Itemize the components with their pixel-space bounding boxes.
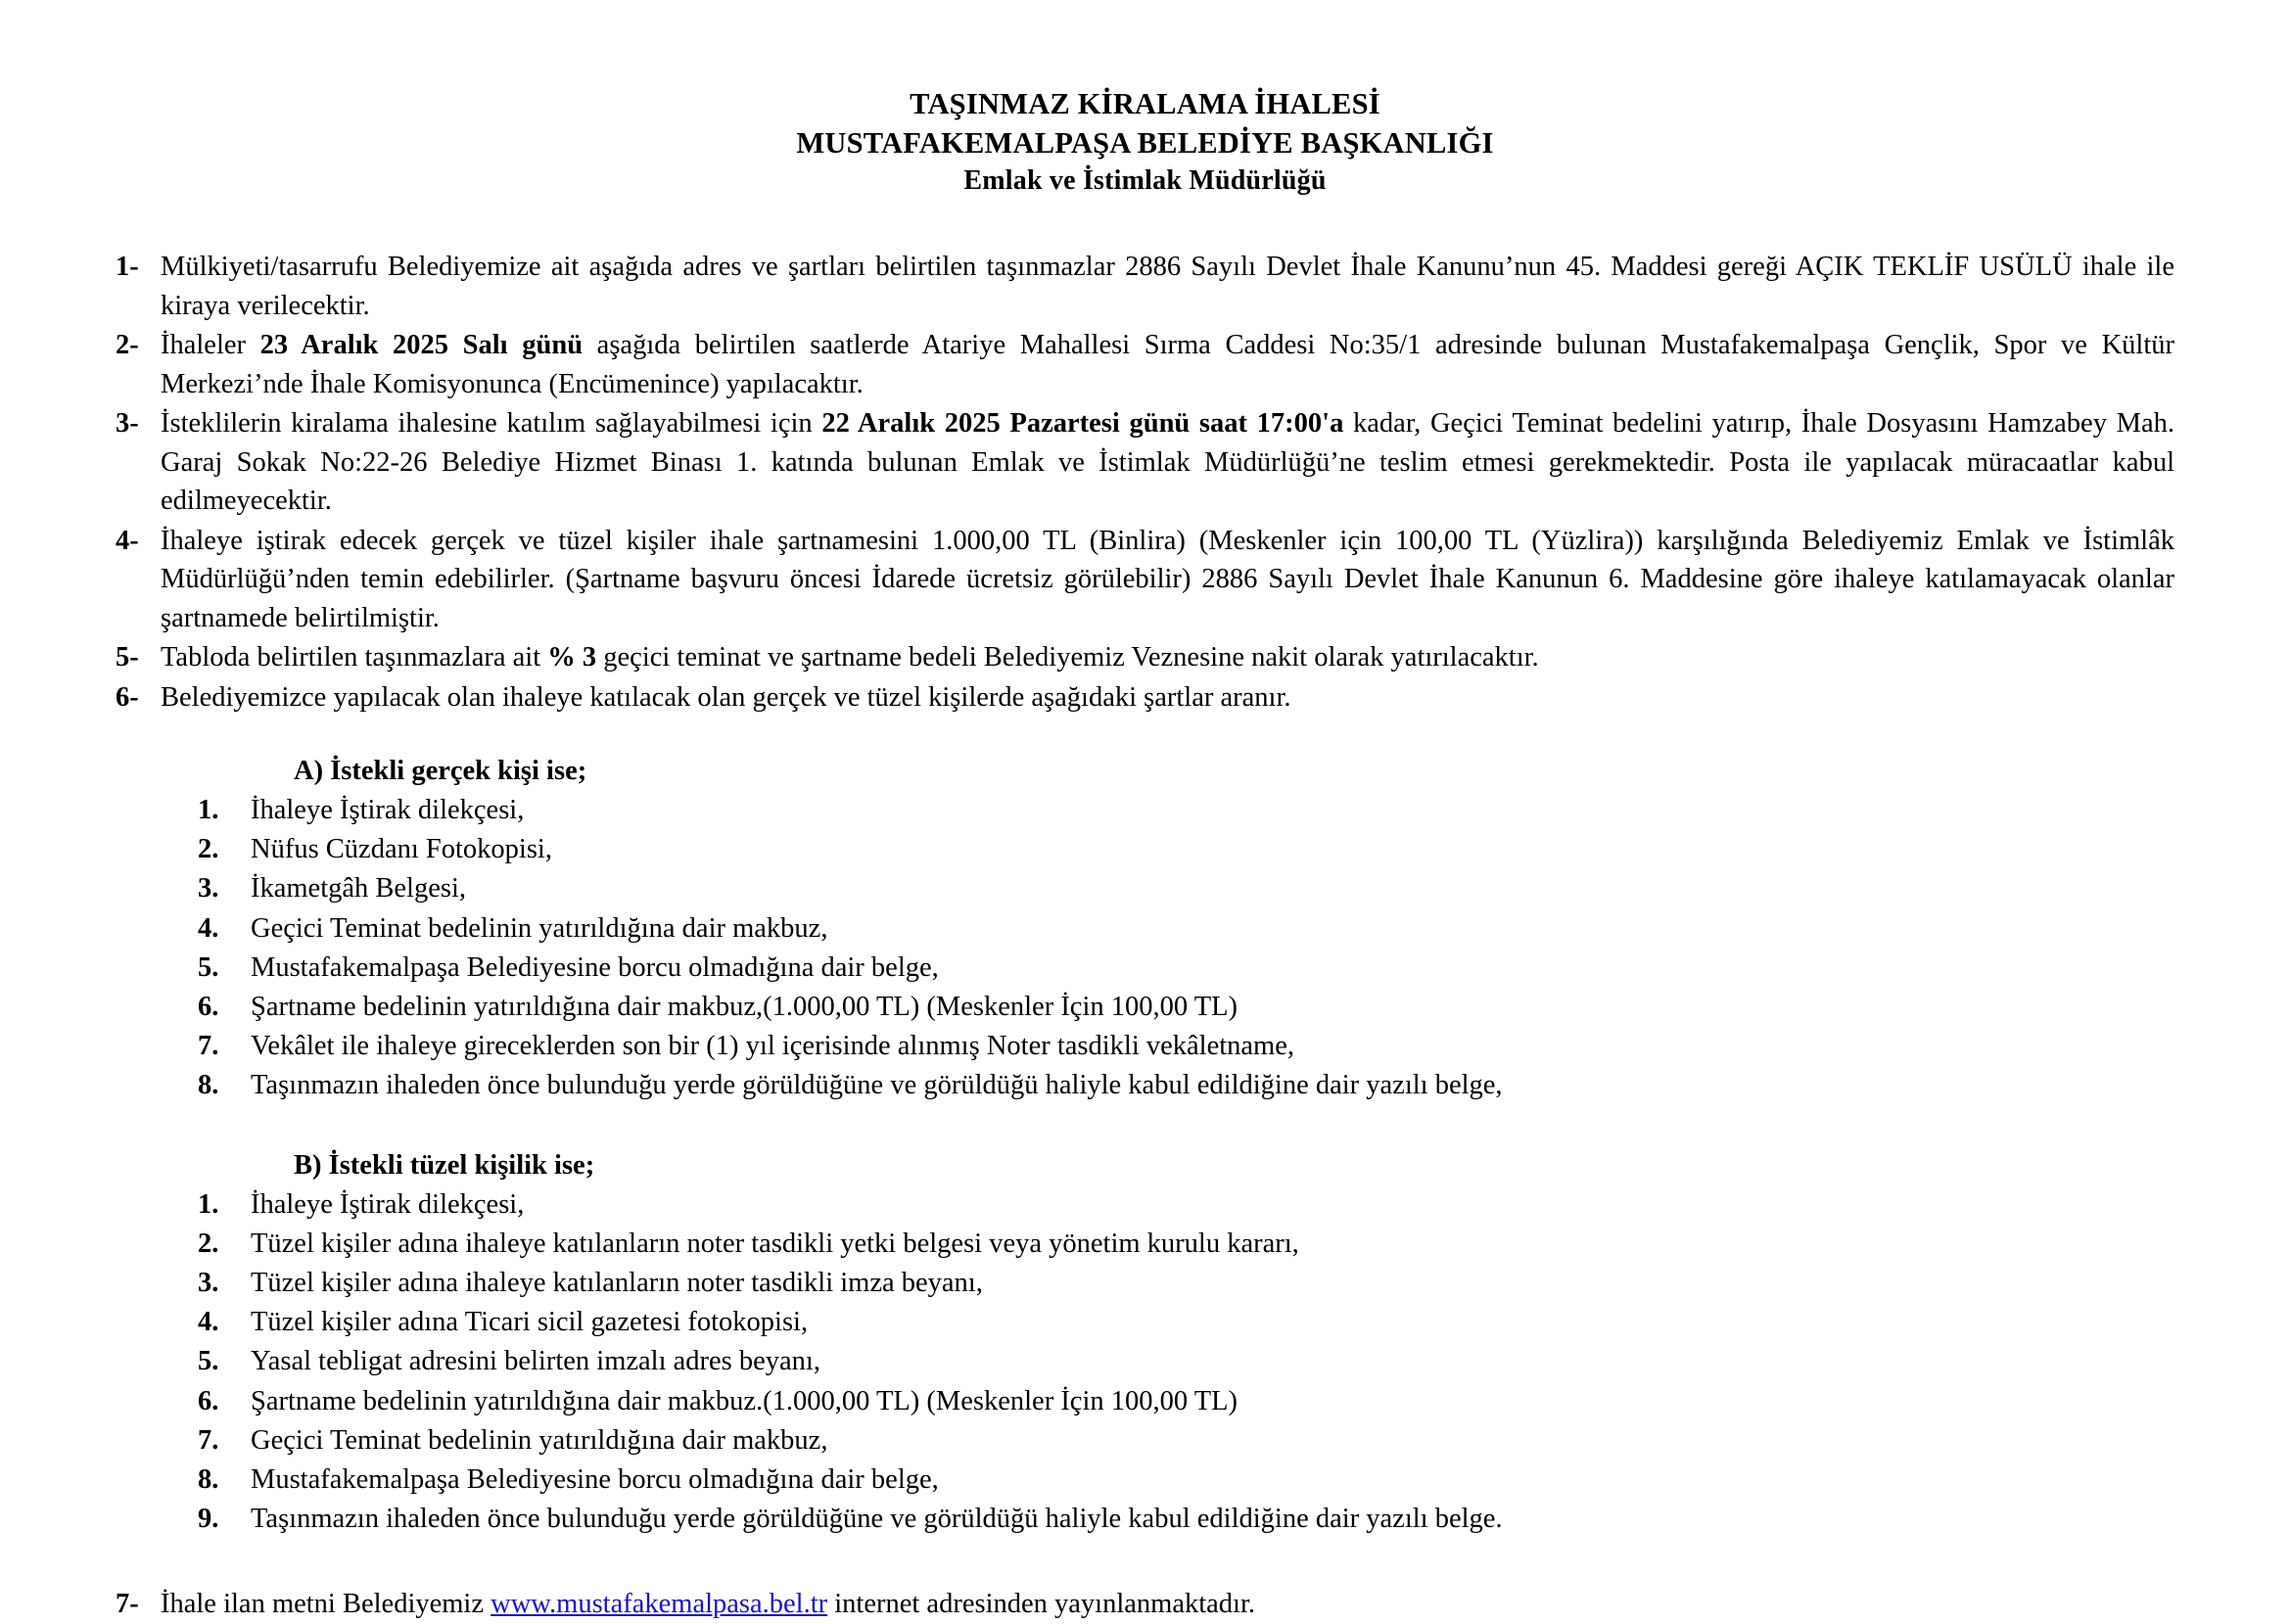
clause-6-number: 6- (116, 681, 139, 713)
list-item-number: 7. (198, 1031, 219, 1062)
section-b (116, 1150, 2174, 1539)
list-item (174, 988, 2174, 1026)
list-item-number: 3. (198, 873, 219, 905)
list-item-text: İhaleye İştirak dilekçesi, (251, 795, 525, 826)
clause-2-date-emphasis: 23 Aralık 2025 Salı günü (259, 330, 584, 361)
list-item-number: 9. (198, 1504, 219, 1535)
list-item-text: Tüzel kişiler adına ihaleye katılanların noter tasdikli imza beyanı, (251, 1267, 983, 1298)
clause-5-text-before: Tabloda belirtilen taşınmazlara ait (161, 642, 548, 673)
header-title-line-2: MUSTAFAKEMALPAŞA BELEDİYE BAŞKANLIĞI (796, 126, 1494, 161)
list-item-text: Mustafakemalpaşa Belediyesine borcu olmadığına dair belge, (251, 951, 939, 983)
list-item-text: Geçici Teminat bedelinin yatırıldığına dair makbuz, (251, 1424, 828, 1456)
header-title-line-1: TAŞINMAZ KİRALAMA İHALESİ (910, 87, 1380, 120)
list-item-text: İhaleye İştirak dilekçesi, (251, 1188, 525, 1220)
clause-5-number: 5- (116, 642, 139, 673)
list-item (174, 1500, 2174, 1538)
list-item (174, 1303, 2174, 1341)
list-item (174, 1264, 2174, 1302)
list-item-text: Nüfus Cüzdanı Fotokopisi, (251, 834, 552, 865)
list-item-text: Tüzel kişiler adına Ticari sicil gazetesi fotokopisi, (251, 1307, 809, 1338)
document-header (116, 84, 2174, 199)
clause-5 (116, 638, 2174, 676)
clause-3-text-after: kadar, Geçici Teminat bedelini yatırıp, İhale Dosyasını Hamzabey Mah. Garaj Sokak No:22-26 Belediye Hizmet Binası 1. katında bulunan Emlak ve İstimlak Müdürlüğü’ne teslim etmesi gerekmektedir. Posta ile yapılacak müracaatlar kabul edilmeyecektir. (161, 408, 2174, 517)
clause-1-number: 1- (116, 252, 139, 283)
clause-4 (116, 522, 2174, 637)
list-item (174, 1225, 2174, 1263)
list-item-number: 2. (198, 834, 219, 865)
list-item-text: Mustafakemalpaşa Belediyesine borcu olmadığına dair belge, (251, 1463, 939, 1495)
list-item (174, 1382, 2174, 1420)
list-item-text: Taşınmazın ihaleden önce bulunduğu yerde görüldüğüne ve görüldüğü haliyle kabul edildiğine dair yazılı belge. (251, 1504, 1503, 1535)
list-item (174, 1027, 2174, 1065)
clause-2-number: 2- (116, 330, 139, 361)
list-item-text: Geçici Teminat bedelinin yatırıldığına dair makbuz, (251, 912, 828, 944)
list-item (174, 1185, 2174, 1224)
list-item (174, 909, 2174, 948)
clause-7 (116, 1585, 2174, 1623)
clause-list (116, 248, 2174, 717)
municipality-website-link[interactable]: www.mustafakemalpasa.bel.tr (491, 1589, 828, 1620)
list-item-number: 4. (198, 1307, 219, 1338)
clause-5-percent-emphasis: % 3 (547, 642, 597, 673)
clause-2-text-before: İhaleler (161, 330, 260, 361)
clause-3-text-before: İsteklilerin kiralama ihalesine katılım sağlayabilmesi için (161, 408, 822, 440)
clause-2 (116, 326, 2174, 403)
list-item-text: Taşınmazın ihaleden önce bulunduğu yerde görüldüğüne ve görüldüğü haliyle kabul edildiğine dair yazılı belge, (251, 1070, 1503, 1101)
header-title-line-3: Emlak ve İstimlak Müdürlüğü (963, 164, 1327, 196)
list-item-number: 1. (198, 795, 219, 826)
section-a (116, 756, 2174, 1105)
list-item-number: 4. (198, 912, 219, 944)
clause-6-text: Belediyemizce yapılacak olan ihaleye katılacak olan gerçek ve tüzel kişilerde aşağıdaki şartlar aranır. (161, 681, 1291, 713)
list-item-number: 2. (198, 1228, 219, 1259)
list-item-text: İkametgâh Belgesi, (251, 873, 467, 905)
list-item-number: 8. (198, 1070, 219, 1101)
list-item-text: Şartname bedelinin yatırıldığına dair makbuz.(1.000,00 TL) (Meskenler İçin 100,00 TL) (251, 1385, 1238, 1416)
list-item-text: Vekâlet ile ihaleye gireceklerden son bir (1) yıl içerisinde alınmış Noter tasdikli vekâletname, (251, 1031, 1294, 1062)
clause-2-text-after: aşağıda belirtilen saatlerde Atariye Mahallesi Sırma Caddesi No:35/1 adresinde bulunan Mustafakemalpaşa Gençlik, Spor ve Kültür Merkezi’nde İhale Komisyonunca (Encümenince) yapılacaktır. (161, 330, 2174, 399)
list-item-number: 8. (198, 1463, 219, 1495)
list-item-text: Şartname bedelinin yatırıldığına dair makbuz,(1.000,00 TL) (Meskenler İçin 100,00 TL) (251, 992, 1238, 1023)
clause-7-text-after: internet adresinden yayınlanmaktadır. (827, 1589, 1255, 1620)
list-item-number: 5. (198, 951, 219, 983)
list-item (174, 869, 2174, 907)
list-item (174, 1342, 2174, 1380)
clause-4-number: 4- (116, 525, 139, 556)
list-item (174, 1066, 2174, 1104)
list-item (174, 791, 2174, 829)
section-a-heading: A) İstekli gerçek kişi ise; (294, 756, 587, 787)
list-item-number: 6. (198, 992, 219, 1023)
clause-7-text-before: İhale ilan metni Belediyemiz (161, 1589, 491, 1620)
list-item (174, 949, 2174, 987)
list-item-number: 1. (198, 1188, 219, 1220)
list-item (174, 1461, 2174, 1499)
section-a-requirement-list (174, 791, 2174, 1105)
clause-1 (116, 248, 2174, 325)
clause-1-text: Mülkiyeti/tasarrufu Belediyemize ait aşağıda adres ve şartları belirtilen taşınmazlar 2886 Sayılı Devlet İhale Kanunu’nun 45. Maddesi gereği AÇIK TEKLİF USÜLÜ ihale ile kiraya verilecektir. (161, 252, 2174, 321)
list-item-number: 3. (198, 1267, 219, 1298)
list-item-text: Tüzel kişiler adına ihaleye katılanların noter tasdikli yetki belgesi veya yönetim kurulu kararı, (251, 1228, 1299, 1259)
list-item-number: 7. (198, 1424, 219, 1456)
list-item-text: Yasal tebligat adresini belirten imzalı adres beyanı, (251, 1346, 820, 1377)
list-item-number: 6. (198, 1385, 219, 1416)
clause-3-deadline-emphasis: 22 Aralık 2025 Pazartesi günü saat 17:00'a (821, 408, 1344, 440)
section-b-requirement-list (174, 1185, 2174, 1539)
clause-3-number: 3- (116, 408, 139, 440)
clause-3 (116, 404, 2174, 520)
clause-5-text-after: geçici teminat ve şartname bedeli Belediyemiz Veznesine nakit olarak yatırılacaktır. (596, 642, 1539, 673)
section-b-heading: B) İstekli tüzel kişilik ise; (294, 1149, 595, 1181)
clause-6 (116, 678, 2174, 717)
list-item (174, 830, 2174, 868)
clause-4-text: İhaleye iştirak edecek gerçek ve tüzel kişiler ihale şartnamesini 1.000,00 TL (Binlira) (Meskenler için 100,00 TL (Yüzlira)) karşılığında Belediyemiz Emlak ve İstimlâk Müdürlüğü’nden temin edebilirler. (Şartname başvuru öncesi İdarede ücretsiz görülebilir) 2886 Sayılı Devlet İhale Kanunun 6. Maddesine göre ihaleye katılamayacak olanlar şartnamede belirtilmiştir. (161, 525, 2174, 633)
clause-7-number: 7- (116, 1589, 139, 1620)
list-item-number: 5. (198, 1346, 219, 1377)
list-item (174, 1421, 2174, 1460)
